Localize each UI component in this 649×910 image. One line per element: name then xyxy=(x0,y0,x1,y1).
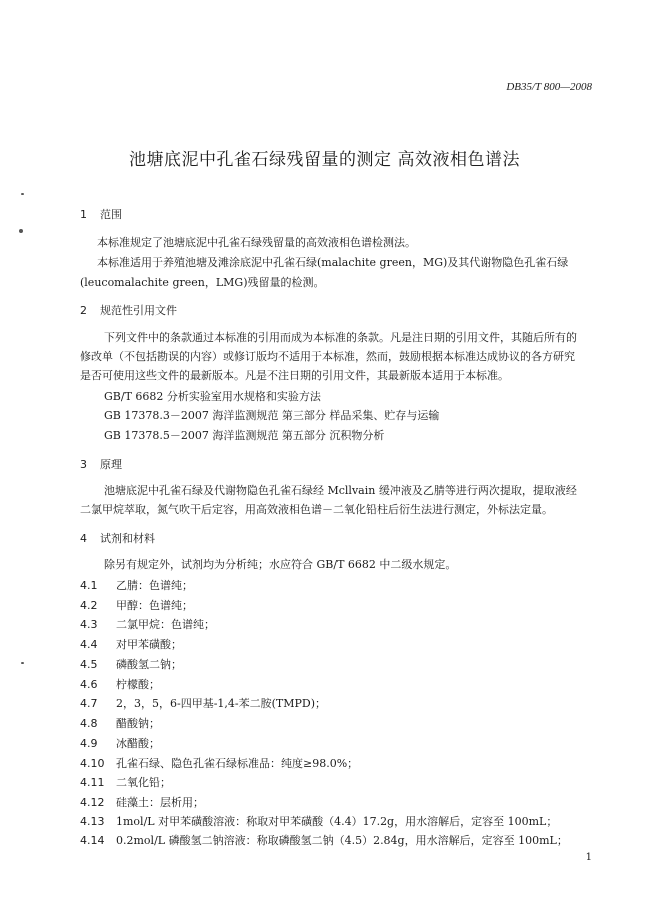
item-number: 4.1 xyxy=(80,579,98,592)
page-number: 1 xyxy=(585,852,592,863)
section-heading-scope xyxy=(80,206,122,222)
standard-number: DB35/T 800—2008 xyxy=(506,81,592,93)
item-number: 4.10 xyxy=(80,757,105,770)
item-number: 4.6 xyxy=(80,678,98,691)
scan-speck xyxy=(19,229,23,233)
section-title: 原理 xyxy=(100,458,122,471)
section-number: 2 xyxy=(80,304,87,317)
section-title: 试剂和材料 xyxy=(100,532,155,545)
reference-item: GB 17378.5－2007 海洋监测规范 第五部分 沉积物分析 xyxy=(104,429,385,442)
paragraph-line: 是否可使用这些文件的最新版本。凡是不注日期的引用文件，其最新版本适用于本标准。 xyxy=(80,369,509,382)
item-text: 磷酸氢二钠； xyxy=(116,658,182,671)
reagent-item xyxy=(80,832,568,848)
reference-item: GB/T 6682 分析实验室用水规格和实验方法 xyxy=(104,390,321,403)
reagent-item xyxy=(80,755,358,771)
item-text: 硅藻土：层析用； xyxy=(116,796,204,809)
reagent-item xyxy=(80,695,326,711)
paragraph-line: 本标准适用于养殖池塘及滩涂底泥中孔雀石绿(malachite green，MG)及其代谢物隐色孔雀石绿 xyxy=(97,256,569,269)
item-text: 1mol/L 对甲苯磺酸溶液：称取对甲苯磺酸（4.4）17.2g，用水溶解后，定容至 100mL； xyxy=(116,815,558,828)
paragraph-line: 二氯甲烷萃取，氮气吹干后定容，用高效液相色谱－二氧化铅柱后衍生法进行测定，外标法定量。 xyxy=(80,503,553,516)
item-text: 二氯甲烷：色谱纯； xyxy=(116,618,215,631)
reagent-item xyxy=(80,794,204,810)
reagent-item xyxy=(80,616,215,632)
section-number: 3 xyxy=(80,458,87,471)
section-title: 规范性引用文件 xyxy=(100,304,177,317)
reagent-item xyxy=(80,774,171,790)
reagent-item xyxy=(80,597,193,613)
item-number: 4.9 xyxy=(80,737,98,750)
section-heading-principle xyxy=(80,456,122,472)
section-heading-reagents xyxy=(80,530,155,546)
item-number: 4.7 xyxy=(80,697,98,710)
item-number: 4.3 xyxy=(80,618,98,631)
reagent-item xyxy=(80,676,160,692)
scan-speck xyxy=(21,193,24,195)
reference-item: GB 17378.3－2007 海洋监测规范 第三部分 样品采集、贮存与运输 xyxy=(104,409,440,422)
paragraph-line: 修改单（不包括勘误的内容）或修订版均不适用于本标准，然而，鼓励根据本标准达成协议的各方研究 xyxy=(80,350,575,363)
section-heading-normative-references xyxy=(80,302,177,318)
item-text: 2，3，5，6-四甲基-1,4-苯二胺(TMPD)； xyxy=(116,697,327,710)
item-number: 4.12 xyxy=(80,796,105,809)
document-title: 池塘底泥中孔雀石绿残留量的测定 高效液相色谱法 xyxy=(129,150,520,170)
item-text: 柠檬酸； xyxy=(116,678,160,691)
item-text: 甲醇：色谱纯； xyxy=(116,599,193,612)
item-text: 冰醋酸； xyxy=(116,737,160,750)
item-text: 乙腈：色谱纯； xyxy=(116,579,193,592)
section-number: 4 xyxy=(80,532,87,545)
paragraph-line: 下列文件中的条款通过本标准的引用而成为本标准的条款。凡是注日期的引用文件，其随后所有的 xyxy=(104,331,577,344)
paragraph-line: (leucomalachite green，LMG)残留量的检测。 xyxy=(80,276,325,289)
item-number: 4.8 xyxy=(80,717,98,730)
item-text: 对甲苯磺酸； xyxy=(116,638,182,651)
item-number: 4.13 xyxy=(80,815,105,828)
reagent-item xyxy=(80,577,193,593)
item-number: 4.5 xyxy=(80,658,98,671)
item-number: 4.14 xyxy=(80,834,105,847)
reagent-item xyxy=(80,636,182,652)
item-number: 4.11 xyxy=(80,776,105,789)
section-number: 1 xyxy=(80,208,87,221)
scan-speck xyxy=(21,662,24,664)
paragraph-line: 池塘底泥中孔雀石绿及代谢物隐色孔雀石绿经 Mcllvain 缓冲液及乙腈等进行两次提取，提取液经 xyxy=(104,484,577,497)
reagent-item xyxy=(80,715,160,731)
reagent-item xyxy=(80,813,557,829)
reagent-item xyxy=(80,656,182,672)
item-text: 孔雀石绿、隐色孔雀石绿标准品：纯度≥98.0%； xyxy=(116,757,359,770)
item-number: 4.2 xyxy=(80,599,98,612)
item-text: 醋酸钠； xyxy=(116,717,160,730)
item-number: 4.4 xyxy=(80,638,98,651)
reagent-item xyxy=(80,735,160,751)
paragraph-line: 除另有规定外，试剂均为分析纯；水应符合 GB/T 6682 中二级水规定。 xyxy=(104,558,457,571)
item-text: 0.2mol/L 磷酸氢二钠溶液：称取磷酸氢二钠（4.5）2.84g，用水溶解后，定容至 100mL； xyxy=(116,834,568,847)
paragraph-line: 本标准规定了池塘底泥中孔雀石绿残留量的高效液相色谱检测法。 xyxy=(97,236,416,249)
item-text: 二氧化铅； xyxy=(116,776,171,789)
section-title: 范围 xyxy=(100,208,122,221)
